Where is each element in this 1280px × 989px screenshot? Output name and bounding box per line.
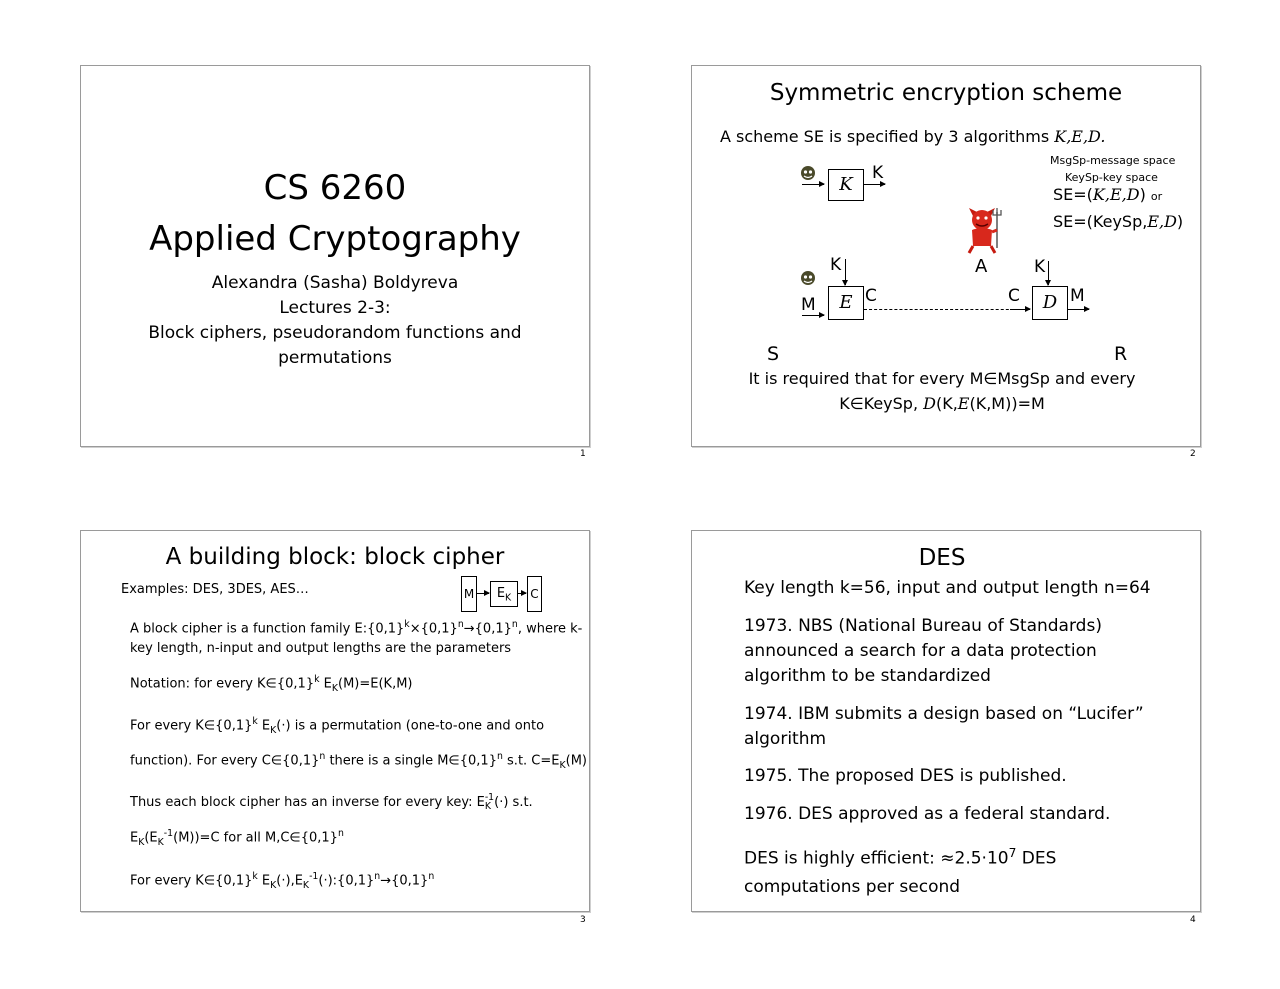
page-number-1: 1 [580,449,586,459]
slide-1 [80,65,590,447]
devil-icon [957,202,1007,254]
enc-out-label: C [865,286,877,306]
diag-c-box: C [527,576,542,612]
inverse-line: Thus each block cipher has an inverse for every key: E -1 K (·) s.t. [130,792,533,813]
des-1973-line2: announced a search for a data protection [744,641,1097,661]
des-1973-line1: 1973. NBS (National Bureau of Standards) [744,616,1102,636]
des-1974-line2: algorithm [744,729,827,749]
diag-arrow-1 [477,593,489,594]
sender-face-icon-2 [800,270,816,286]
receiver-label: R [1114,343,1128,365]
sender-label: S [767,343,780,365]
des-1975: 1975. The proposed DES is published. [744,766,1067,786]
slide-2 [691,65,1201,447]
enc-in-label: M [801,295,816,315]
enc-box: E [828,286,864,320]
slide1-title-line2: Applied Cryptography [149,219,521,259]
des-key-length: Key length k=56, input and output length n=64 [744,578,1151,598]
ciphertext-channel [864,309,1024,310]
requirement-line1: It is required that for every M∈MsgSp and every [748,369,1136,388]
slide2-title: Symmetric encryption scheme [769,80,1123,106]
note-msgsp: MsgSp-message space [1050,154,1176,167]
se-definition-1: SE=(K,E,D) or [1053,185,1163,204]
dec-out-label: M [1070,286,1085,306]
adversary-label: A [975,256,988,277]
des-1973-line3: algorithm to be standardized [744,666,991,686]
keygen-box: K [828,169,864,201]
des-efficiency-line1: DES is highly efficient: $\approx 2.5\cdot 10^7$ DES [744,846,1057,869]
enc-in-arrow [802,315,824,316]
page-number-4: 4 [1190,915,1196,925]
se-definition-2: SE=(KeySp,E,D) [1053,212,1184,231]
slide4-title: DES [918,545,966,571]
dec-key-label: K [1034,257,1046,277]
slide3-title: A building block: block cipher [165,544,505,570]
diag-arrow-2 [517,593,526,594]
dec-key-arrow [1048,261,1049,285]
keygen-out-label: K [872,163,884,183]
keygen-out-arrow [863,184,885,185]
enc-key-label: K [830,255,842,275]
all-keys-line: For every $K\in\{0,1\}^k$ $E_K(\cdot),E_K^{-1}(\cdot):\{0,1\}^n\to\{0,1\}^n$ [130,871,435,891]
des-efficiency-line2: computations per second [744,877,961,897]
slide3-examples: Examples: DES, 3DES, AES… [121,582,309,597]
permutation-line: For every $K\in\{0,1\}^k$ $E_K(\cdot)$ is a permutation (one-to-one and onto [130,716,545,736]
dec-box: D [1032,286,1068,320]
slide1-topic-line2: permutations [278,348,392,368]
diag-e-box: $E_K$ [490,581,518,607]
slide1-lectures: Lectures 2-3: [279,298,391,318]
enc-key-arrow [845,259,846,285]
diag-m-box: M [461,576,477,612]
dec-out-arrow [1067,309,1089,310]
definition-line1: A block cipher is a function family $E:\{0,1\}^k\times\{0,1\}^n\to\{0,1\}^n$, where k- [130,619,583,637]
des-1976: 1976. DES approved as a federal standard. [744,804,1111,824]
definition-line2: key length, n-input and output lengths are the parameters [130,641,512,656]
des-1974-line1: 1974. IBM submits a design based on “Lucifer” [744,704,1144,724]
notation-line: Notation: for every $K\in\{0,1\}^k$ $E_K(M)=E(K,M)$ [130,674,413,694]
requirement-line2: K∈KeySp, D(K,E(K,M))=M [839,394,1045,413]
slide-3 [80,530,590,912]
dec-in-label: C [1008,286,1020,306]
slide1-author: Alexandra (Sasha) Boldyreva [211,273,459,293]
page-number-2: 2 [1190,449,1196,459]
function-line: function). For every $C\in\{0,1\}^n$ there is a single $M\in\{0,1\}^n$ s.t. $C=E_K(M)$ [130,751,588,771]
slide2-intro: A scheme SE is specified by 3 algorithms K,E,D. [720,127,1106,146]
slide1-topic-line1: Block ciphers, pseudorandom functions and [148,323,522,343]
channel-arrow-head [1010,309,1030,310]
slide1-title-line1: CS 6260 [263,168,407,208]
sender-face-icon-1 [800,165,816,181]
keygen-in-arrow [802,184,824,185]
page-number-3: 3 [580,915,586,925]
note-keysp: KeySp-key space [1065,171,1158,184]
slide-4 [691,530,1201,912]
identity-line: $E_K(E_K^{-1}(M))=C$ for all $M,C\in\{0,1\}^n$ [130,828,344,848]
